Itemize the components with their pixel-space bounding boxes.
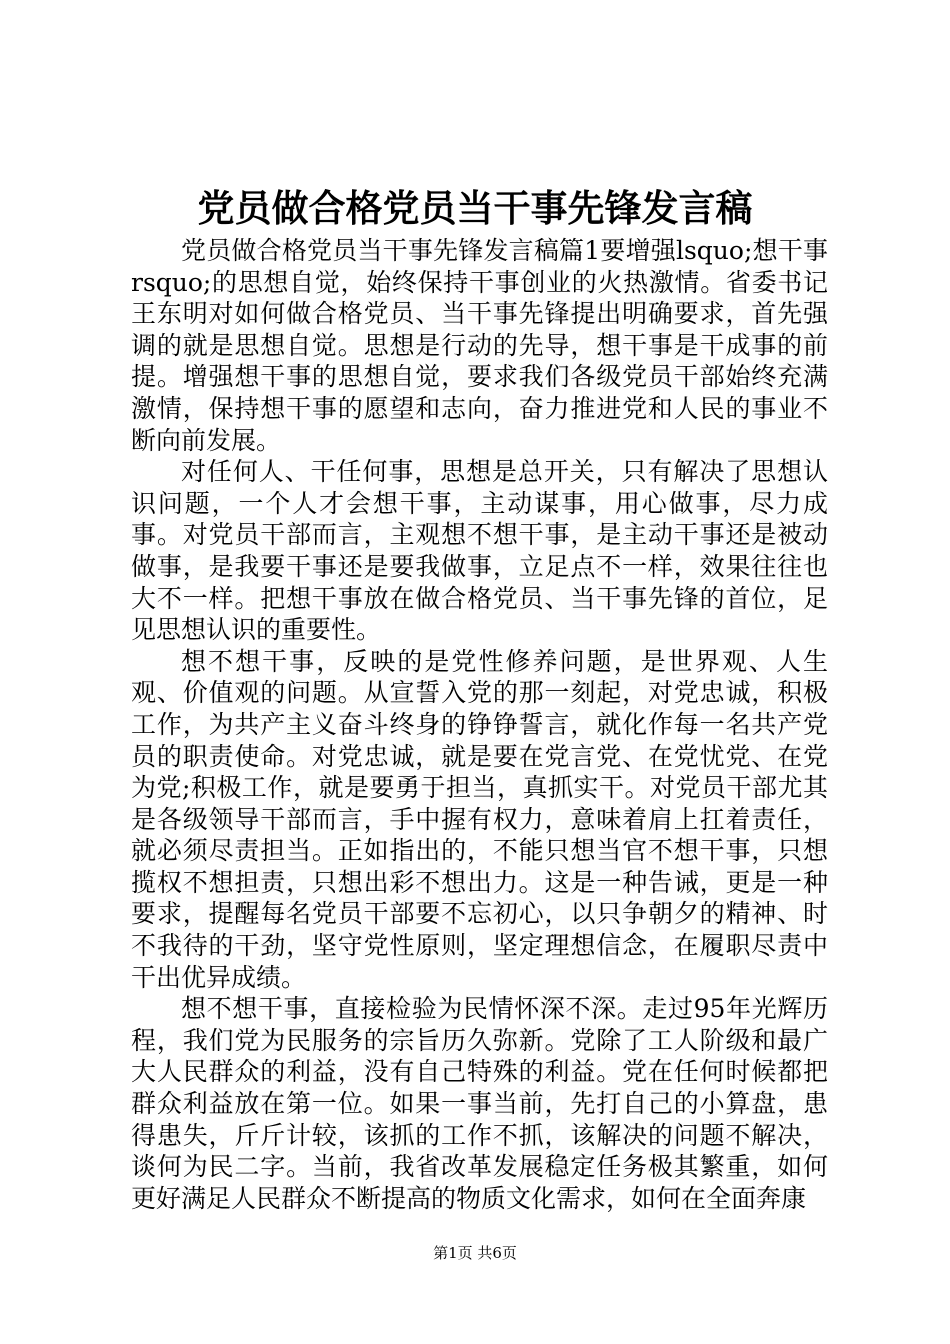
paragraph-1: 党员做合格党员当干事先锋发言稿篇1要增强lsquo;想干事rsquo;的思想自觉，始终保持干事创业的火热激情。省委书记王东明对如何做合格党员、当干事先锋提出明确要求，首先强调的就是思想自觉。思想是行动的先导，想干事是干成事的前提。增强想干事的思想自觉，要求我们各级党员干部始终充满激情，保持想干事的愿望和志向，奋力推进党和人民的事业不断向前发展。 bbox=[131, 236, 828, 455]
paragraph-2: 对任何人、干任何事，思想是总开关，只有解决了思想认识问题，一个人才会想干事，主动谋事，用心做事，尽力成事。对党员干部而言，主观想不想干事，是主动干事还是被动做事，是我要干事还是要我做事，立足点不一样，效果往往也大不一样。把想干事放在做合格党员、当干事先锋的首位，足见思想认识的重要性。 bbox=[131, 457, 828, 645]
paragraph-3: 想不想干事，反映的是党性修养问题，是世界观、人生观、价值观的问题。从宣誓入党的那一刻起，对党忠诚，积极工作，为共产主义奋斗终身的铮铮誓言，就化作每一名共产党员的职责使命。对党忠诚，就是要在党言党、在党忧党、在党为党;积极工作，就是要勇于担当，真抓实干。对党员干部尤其是各级领导干部而言，手中握有权力，意味着肩上扛着责任，就必须尽责担当。正如指出的，不能只想当官不想干事，只想揽权不想担责，只想出彩不想出力。这是一种告诫，更是一种要求，提醒每名党员干部要不忘初心，以只争朝夕的精神、时不我待的干劲，坚守党性原则，坚定理想信念，在履职尽责中干出优异成绩。 bbox=[131, 646, 828, 992]
document-body bbox=[131, 235, 828, 1214]
paragraph-4: 想不想干事，直接检验为民情怀深不深。走过95年光辉历程，我们党为民服务的宗旨历久弥新。党除了工人阶级和最广大人民群众的利益，没有自己特殊的利益。党在任何时候都把群众利益放在第一位。如果一事当前，先打自己的小算盘，患得患失，斤斤计较，该抓的工作不抓，该解决的问题不解决，谈何为民二字。当前，我省改革发展稳定任务极其繁重，如何更好满足人民群众不断提高的物质文化需求，如何在全面奔康 bbox=[131, 994, 828, 1213]
document-title: 党员做合格党员当干事先锋发言稿 bbox=[197, 187, 753, 230]
page-footer: 第1页 共6页 bbox=[433, 1244, 517, 1262]
